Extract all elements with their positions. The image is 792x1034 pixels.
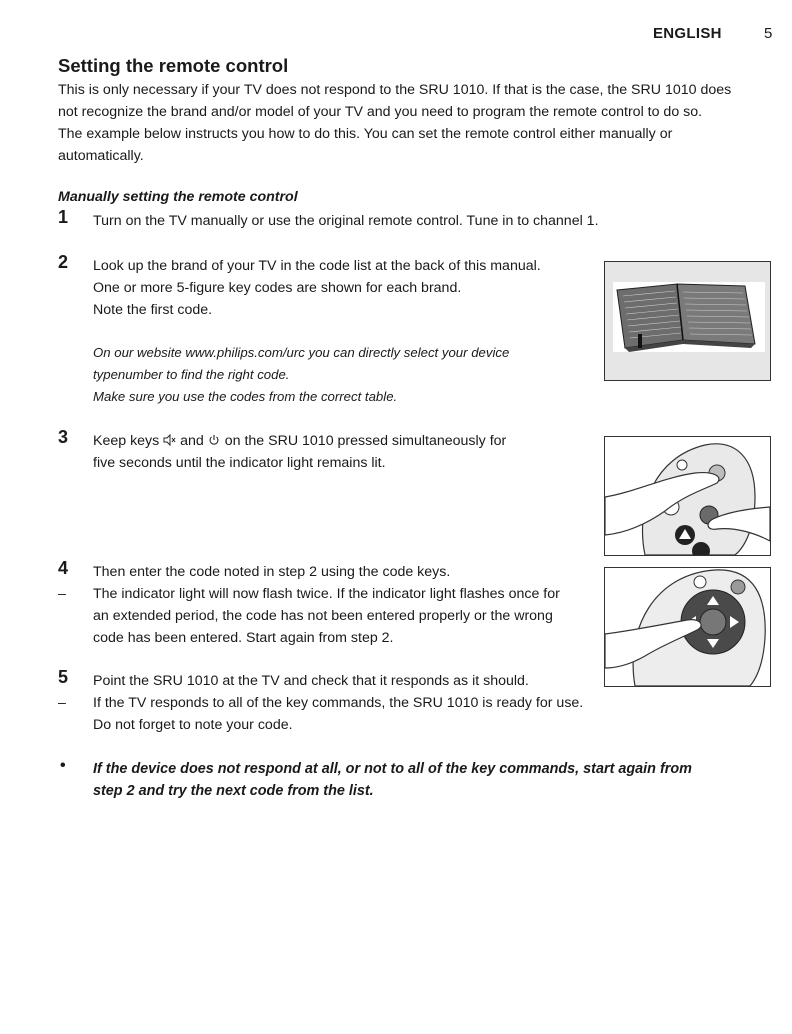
final-note <box>93 758 692 802</box>
step-3-line: five seconds until the indicator light remains lit. <box>93 455 386 471</box>
final-note-bullet: • <box>60 757 66 774</box>
intro-line: not recognize the brand and/or model of your TV and you need to program the remote control to do so. <box>58 104 703 120</box>
step-5-dash: – <box>58 695 66 711</box>
step-2-text <box>93 255 541 321</box>
final-note-line: step 2 and try the next code from the list. <box>93 783 374 799</box>
step-5-subtext <box>93 692 583 736</box>
step-5-sub-line: Do not forget to note your code. <box>93 717 293 733</box>
mute-icon <box>163 431 176 443</box>
step-4-text: Then enter the code noted in step 2 using the code keys. <box>93 564 451 580</box>
step-2-number: 2 <box>58 252 69 272</box>
final-note-line: If the device does not respond at all, or not to all of the key commands, start again from <box>93 761 692 777</box>
step-4-number: 4 <box>58 558 69 578</box>
step-5-text: Point the SRU 1010 at the TV and check that it responds as it should. <box>93 673 529 689</box>
intro-line: The example below instructs you how to do this. You can set the remote control either manually or <box>58 126 673 142</box>
step-3-rest: on the SRU 1010 pressed simultaneously for <box>224 433 507 449</box>
step-1-text: Turn on the TV manually or use the original remote control. Tune in to channel 1. <box>93 213 599 229</box>
subheading: Manually setting the remote control <box>58 189 298 205</box>
section-title: Setting the remote control <box>58 55 289 76</box>
step-2-line: Look up the brand of your TV in the code list at the back of this manual. <box>93 258 541 274</box>
step-2-line: Note the first code. <box>93 302 213 318</box>
intro-line: automatically. <box>58 148 144 164</box>
power-icon <box>208 431 221 443</box>
header-language: ENGLISH <box>653 25 722 42</box>
step-2-line: One or more 5-figure key codes are shown for each brand. <box>93 280 462 296</box>
step-2-note <box>93 342 509 408</box>
step-3-line <box>93 430 506 452</box>
step-5-number: 5 <box>58 667 69 687</box>
step-3-number: 3 <box>58 427 69 447</box>
step-4-subtext <box>93 583 560 649</box>
step-2-note-line: typenumber to find the right code. <box>93 367 290 382</box>
step-3-keep: Keep keys <box>93 433 160 449</box>
step-2-note-line: Make sure you use the codes from the correct table. <box>93 389 398 404</box>
remote-hand-press-icon <box>605 437 770 555</box>
remote-finger-press-icon <box>605 568 770 686</box>
step-4-sub-line: an extended period, the code has not been entered properly or the wrong <box>93 608 553 624</box>
step-4-sub-line: The indicator light will now flash twice. If the indicator light flashes once for <box>93 586 560 602</box>
step-5-sub-line: If the TV responds to all of the key commands, the SRU 1010 is ready for use. <box>93 695 584 711</box>
open-manual-icon <box>605 262 770 380</box>
page-number: 5 <box>764 25 773 42</box>
code-keys-illustration <box>604 567 771 687</box>
step-3-text <box>93 430 506 474</box>
remote-keys-illustration <box>604 436 771 556</box>
manual-illustration <box>604 261 771 381</box>
intro-line: This is only necessary if your TV does not respond to the SRU 1010. If that is the case, the SRU 1010 does <box>58 82 732 98</box>
step-1-number: 1 <box>58 207 69 227</box>
step-4-sub-line: code has been entered. Start again from step 2. <box>93 630 394 646</box>
step-3-and: and <box>180 433 204 449</box>
intro-paragraph <box>58 79 770 167</box>
step-4-dash: – <box>58 586 66 602</box>
step-2-note-line: On our website www.philips.com/urc you can directly select your device <box>93 345 510 360</box>
